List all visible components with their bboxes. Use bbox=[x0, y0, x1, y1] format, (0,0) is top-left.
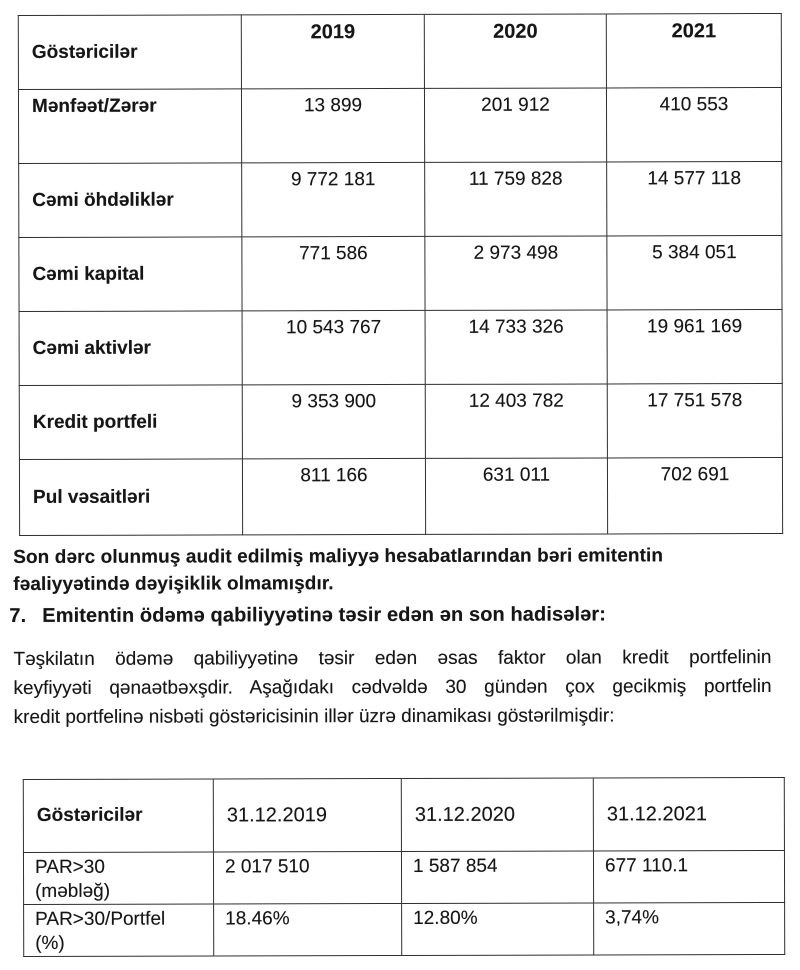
cell-value: 5 384 051 bbox=[607, 235, 782, 309]
cell-value: 702 691 bbox=[607, 457, 782, 533]
cell-value: 631 011 bbox=[425, 458, 607, 534]
section-number: 7. bbox=[9, 604, 27, 628]
cell-value: 18.46% bbox=[214, 903, 402, 955]
row-label: Cəmi aktivlər bbox=[19, 311, 242, 386]
cell-value: 9 772 181 bbox=[242, 162, 425, 236]
cell-value: 13 899 bbox=[241, 88, 424, 162]
paragraph-line: Təşkilatın ödəmə qabiliyyətinə təsir edən əsas faktor olan kredit portfelinin bbox=[13, 647, 772, 671]
financials-header-indicators: Göstəricilər bbox=[18, 15, 241, 90]
par-header-indicators: Göstəricilər bbox=[23, 779, 213, 852]
cell-value: 12 403 782 bbox=[425, 384, 607, 458]
table-row bbox=[24, 902, 785, 956]
par-header-2019: 31.12.2019 bbox=[213, 778, 401, 851]
financials-header-row bbox=[18, 14, 781, 90]
cell-value: 9 353 900 bbox=[242, 384, 425, 458]
par-header-2021: 31.12.2021 bbox=[593, 777, 784, 850]
financials-header-2020: 2020 bbox=[424, 14, 606, 88]
table-row bbox=[18, 87, 781, 163]
audit-note-line: fəaliyyətində dəyişiklik olmamışdır. bbox=[13, 573, 334, 596]
cell-value: 677 110.1 bbox=[593, 850, 784, 902]
row-label: Cəmi kapital bbox=[19, 237, 242, 312]
cell-value: 2 017 510 bbox=[213, 851, 401, 903]
table-row bbox=[19, 235, 782, 311]
cell-value: 3,74% bbox=[594, 902, 785, 954]
financials-header-2019: 2019 bbox=[241, 14, 424, 88]
par-header-2020: 31.12.2020 bbox=[401, 778, 593, 852]
par-table bbox=[23, 777, 785, 957]
cell-value: 811 166 bbox=[242, 458, 425, 534]
section-title: Emitentin ödəmə qabiliyyətinə təsir edən ən son hadisələr: bbox=[42, 603, 606, 627]
cell-value: 14 577 118 bbox=[607, 161, 782, 235]
cell-value: 10 543 767 bbox=[242, 310, 425, 384]
cell-value: 2 973 498 bbox=[425, 236, 607, 310]
cell-value: 12.80% bbox=[402, 903, 594, 956]
row-label: PAR>30 (məbləğ) bbox=[23, 852, 213, 904]
cell-value: 17 751 578 bbox=[607, 383, 782, 457]
audit-note-line: Son dərc olunmuş audit edilmiş maliyyə hesabatlarından bəri emitentin bbox=[13, 545, 664, 569]
cell-value: 1 587 854 bbox=[401, 851, 593, 904]
paragraph-line: kredit portfelinə nisbəti göstəricisinin illər üzrə dinamikası göstərilmişdir: bbox=[13, 705, 615, 729]
cell-value: 19 961 169 bbox=[607, 309, 782, 383]
row-label: Mənfəət/Zərər bbox=[18, 89, 241, 164]
cell-value: 14 733 326 bbox=[425, 310, 607, 384]
section-paragraph bbox=[13, 643, 771, 732]
table-row bbox=[19, 457, 782, 535]
table-row bbox=[19, 161, 782, 237]
table-row bbox=[23, 850, 784, 904]
section-heading bbox=[9, 603, 789, 628]
table-row bbox=[19, 383, 782, 459]
audit-note bbox=[13, 542, 775, 598]
table-row bbox=[19, 309, 782, 385]
row-label: Pul vəsaitləri bbox=[19, 459, 242, 536]
paragraph-line: keyfiyyəti qənaətbəxşdir. Aşağıdakı cədvəldə 30 gündən çox gecikmiş portfelin bbox=[13, 676, 772, 700]
row-label: PAR>30/Portfel (%) bbox=[24, 904, 214, 956]
cell-value: 410 553 bbox=[606, 87, 781, 161]
cell-value: 11 759 828 bbox=[425, 162, 607, 236]
financials-header-2021: 2021 bbox=[606, 14, 781, 88]
par-header-row bbox=[23, 777, 784, 852]
financials-table bbox=[18, 13, 783, 536]
cell-value: 201 912 bbox=[424, 88, 606, 162]
row-label: Kredit portfeli bbox=[19, 385, 242, 460]
cell-value: 771 586 bbox=[242, 236, 425, 310]
row-label: Cəmi öhdəliklər bbox=[19, 163, 242, 238]
